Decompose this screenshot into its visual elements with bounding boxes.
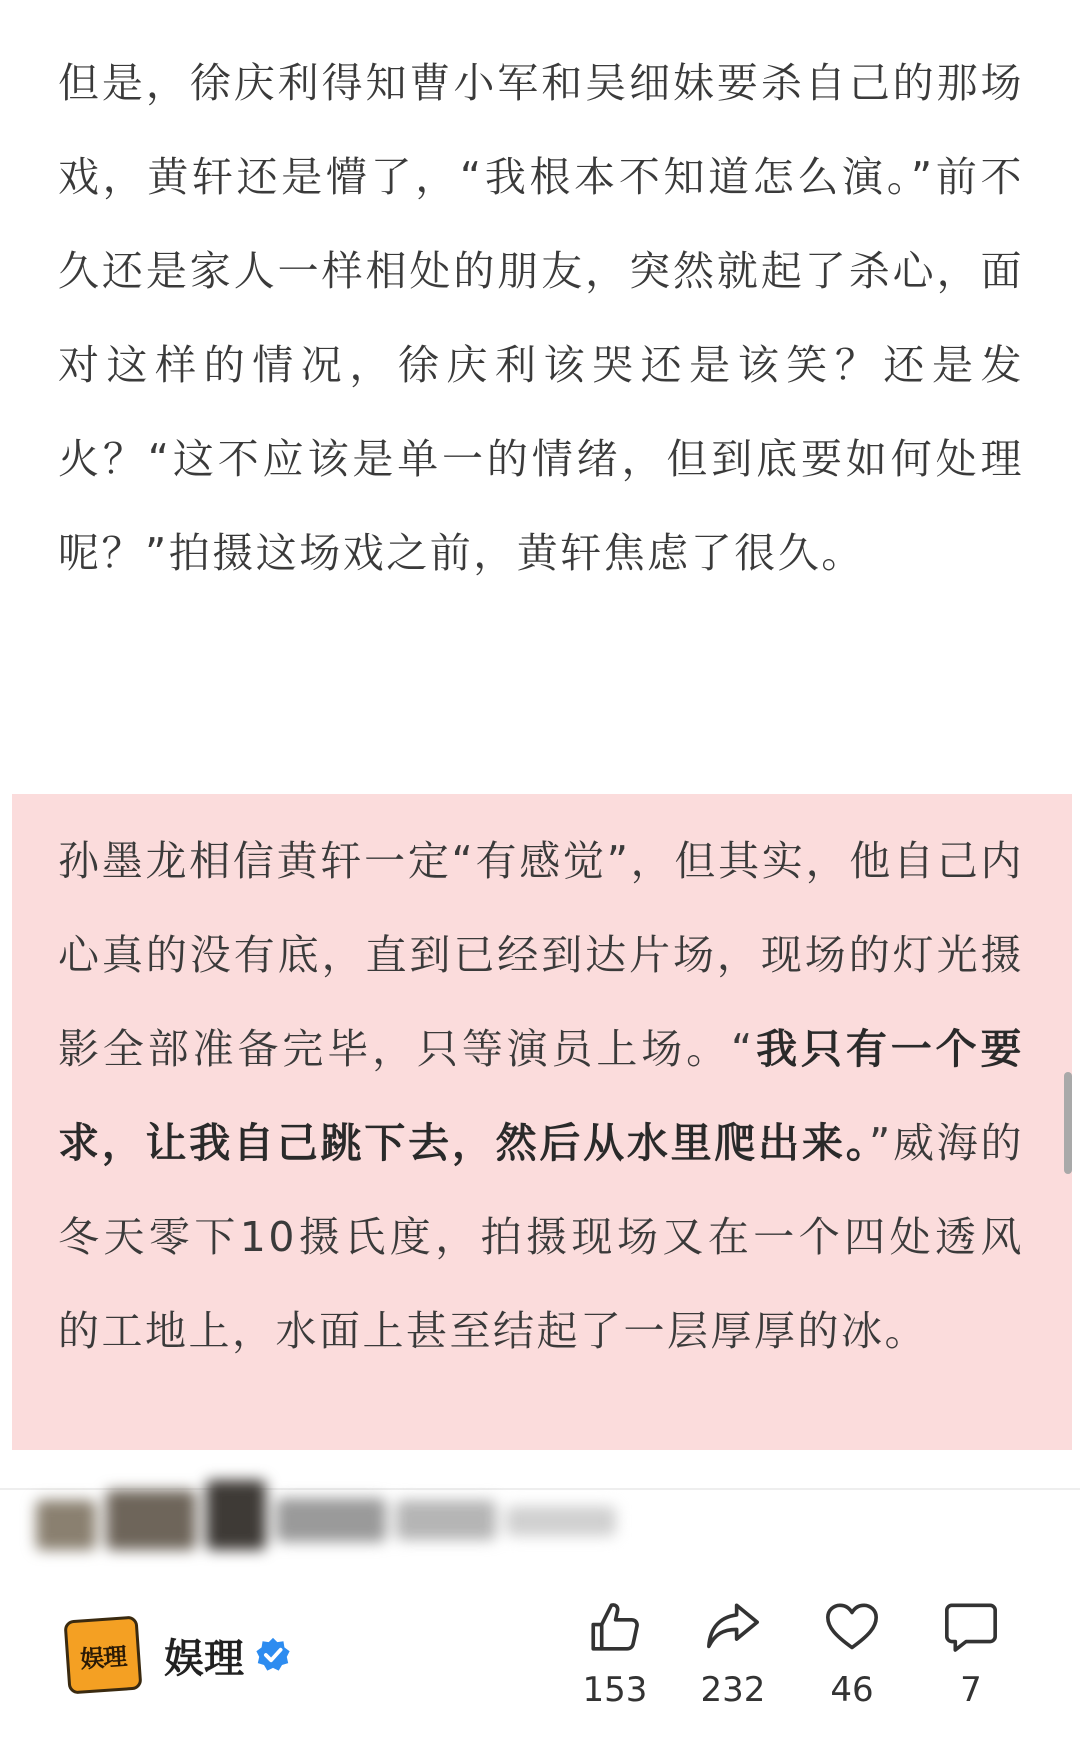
- share-button[interactable]: [678, 1598, 788, 1710]
- comment-button[interactable]: [916, 1598, 1026, 1710]
- scrollbar[interactable]: [1064, 1072, 1072, 1174]
- article-paragraph-highlighted: [58, 814, 1024, 1378]
- bold-quote: 我只有一个要求，让我自己跳下去，然后从水里爬出来。: [58, 1025, 1024, 1167]
- article-paragraph: 但是，徐庆利得知曹小军和吴细妹要杀自己的那场戏，黄轩还是懵了，“我根本不知道怎么演。”前不久还是家人一样相处的朋友，突然就起了杀心，面对这样的情况，徐庆利该哭还是该笑？还是发火？“这不应该是单一的情绪，但到底要如何处理呢？”拍摄这场戏之前，黄轩焦虑了很久。: [58, 59, 1024, 577]
- favorite-count: 46: [830, 1670, 874, 1710]
- heart-icon: [823, 1598, 881, 1656]
- verified-badge-icon: [254, 1636, 292, 1674]
- author-info[interactable]: [66, 1618, 292, 1692]
- thumbs-up-icon: [586, 1598, 644, 1656]
- paragraph-text: ”威海的冬天零下10摄氏度，拍摄现场又在一个四处透风的工地上，水面上甚至结起了一层厚厚的冰。: [58, 1119, 1024, 1355]
- like-button[interactable]: [560, 1598, 670, 1710]
- comment-icon: [942, 1598, 1000, 1656]
- favorite-button[interactable]: [797, 1598, 907, 1710]
- comment-count: 7: [960, 1670, 982, 1710]
- logo-text: 娱理: [79, 1641, 128, 1674]
- author-avatar[interactable]: [64, 1616, 143, 1695]
- blurred-content: [36, 1470, 636, 1570]
- share-icon: [704, 1598, 762, 1656]
- highlighted-quote-block: [12, 794, 1072, 1450]
- action-bar: [560, 1598, 1060, 1728]
- like-count: 153: [582, 1670, 648, 1710]
- share-count: 232: [700, 1670, 766, 1710]
- paragraph-text: 孙墨龙相信黄轩一定“有感觉”，但其实，他自己内心真的没有底，直到已经到达片场，现场的灯光摄影全部准备完毕，只等演员上场。“: [58, 837, 1024, 1073]
- author-name[interactable]: 娱理: [164, 1635, 244, 1682]
